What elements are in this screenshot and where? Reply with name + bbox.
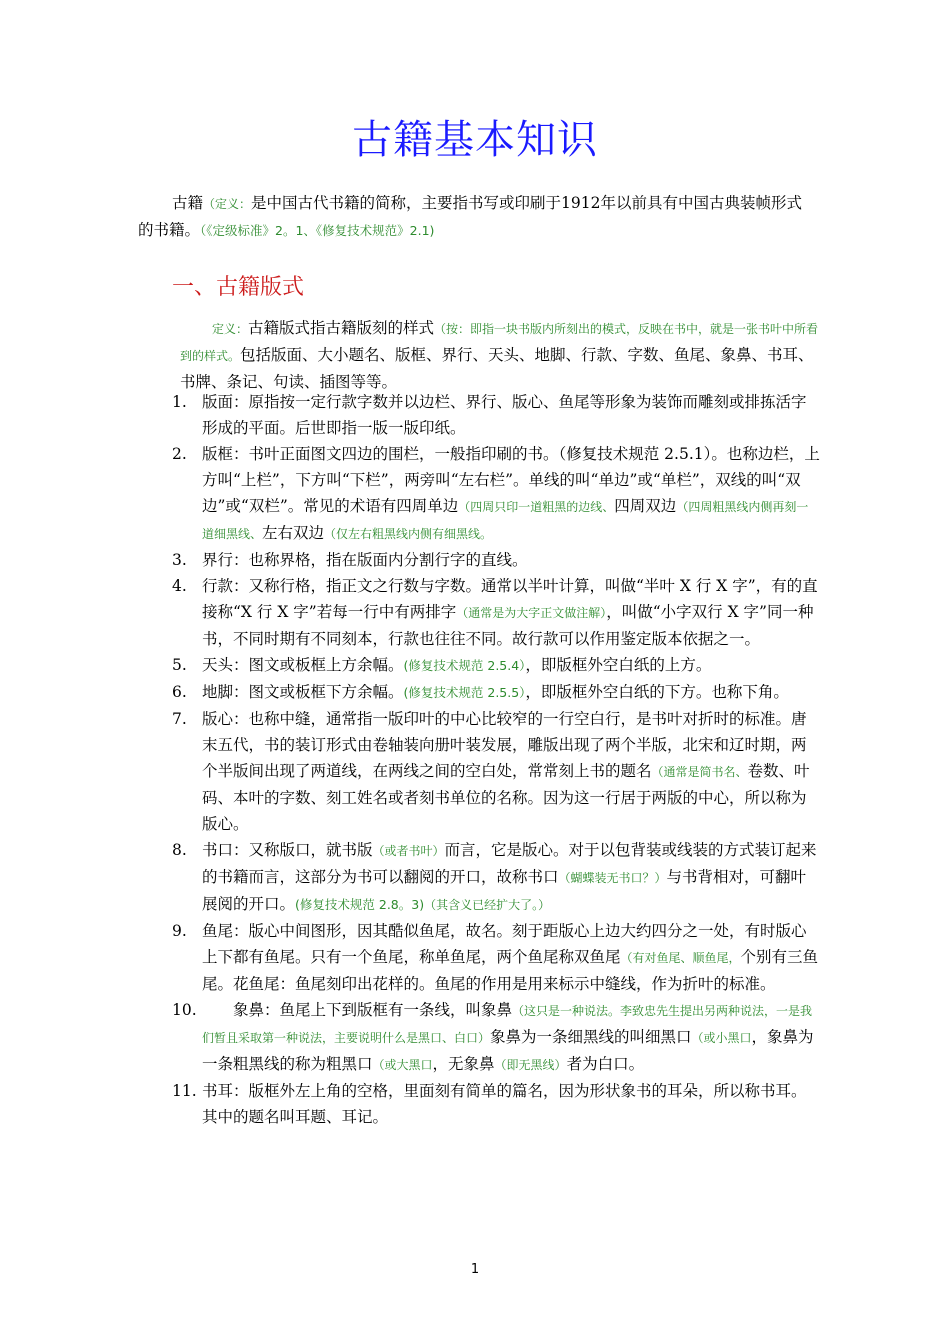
item-note: （这只是一种说法。李致忠先生提出另两种说法，一是我们暂且采取第一种说法，主要说明什么是黑口、白口） xyxy=(202,1004,813,1045)
item-ref: (修复技术规范 2.5.4） xyxy=(403,658,526,673)
item-text: 行款：又称行格，指正文之行数与字数。通常以半叶计算，叫做“半叶 X 行 X 字”，有的直接称“X 行 X 字”若每一行中有两排字 xyxy=(202,577,818,621)
item-text: 而言，它是版心。对于以包背装或线装的方式装订起来的书籍而言，这部分为书可以翻阅的开口，故称书口 xyxy=(202,841,817,886)
item-text: 版面：原指按一定行款字数并以边栏、界行、版心、鱼尾等形象为装饰而雕刻或排拣活字形成的平面。后世即指一版一版印纸。 xyxy=(202,393,807,437)
list-item xyxy=(172,837,820,918)
item-text: 版心：也称中缝，通常指一版印叶的中心比较窄的一行空白行，是书叶对折时的标准。唐末五代，书的装订形式由卷轴装向册叶装发展，雕版出现了两个半版，北宋和辽时期，两个半版间出现了两道线，在两线之间的空白处，常常刻上书的题名 xyxy=(202,710,807,780)
intro-def-label: （定义： xyxy=(203,197,252,211)
item-note: （即无黑线） xyxy=(494,1058,567,1072)
item-text: 版框：书叶正面图文四边的围栏，一般指印刷的书。（修复技术规范 2.5.1）。也称边栏，上方叫“上栏”，下方叫“下栏”，两旁叫“左右栏”。单线的叫“单边”或“单栏”，双线的叫“双边”或“双栏”。常见的术语有四周单边 xyxy=(202,445,820,515)
item-note: （或小黑口 xyxy=(691,1031,752,1045)
item-text: ，叫做“小字双行 X 字”同一种书，不同时期有不同刻本，行款也往往不同。故行款可以作用鉴定版本依据之一。 xyxy=(202,603,814,648)
item-text: 地脚：图文或板框下方余幅。 xyxy=(202,683,404,701)
item-note: （四周粗黑线内侧再刻一道细黑线、 xyxy=(202,500,809,541)
item-text: ，无象鼻 xyxy=(432,1055,495,1073)
item-text: 鱼尾：版心中间图形，因其酷似鱼尾，故名。刻于距版心上边大约四分之一处，有时版心上下都有鱼尾。只有一个鱼尾，称单鱼尾，两个鱼尾称双鱼尾 xyxy=(202,922,807,966)
list-item xyxy=(172,918,820,997)
item-note: （或者书叶） xyxy=(372,844,445,858)
item-text: 与书背相对，可翻叶展阅的开口。 xyxy=(202,868,807,913)
list-item xyxy=(172,441,820,547)
item-number: 2. xyxy=(172,445,187,463)
definition-text: 古籍版式指古籍版刻的样式 xyxy=(248,319,435,337)
intro-paragraph xyxy=(138,190,810,244)
item-number: 6. xyxy=(172,683,187,701)
item-text: 者为白口。 xyxy=(566,1055,645,1073)
section-definition xyxy=(180,315,824,395)
list-item xyxy=(172,389,820,441)
item-note: （仅左右粗黑线内侧有细黑线。 xyxy=(324,527,493,541)
list-item xyxy=(172,652,820,679)
item-note: （通常是简书名、 xyxy=(651,765,748,779)
definition-tail: 包括版面、大小题名、版框、界行、天头、地脚、行款、字数、鱼尾、象鼻、书耳、书牌、条记、句读、插图等等。 xyxy=(180,346,814,391)
intro-term: 古籍 xyxy=(172,194,204,212)
item-text: ，即版框外空白纸的上方。 xyxy=(525,656,712,674)
item-text: ，象鼻为一条粗黑线的称为粗黑口 xyxy=(202,1028,814,1073)
item-number: 7. xyxy=(172,710,187,728)
definition-label: 定义： xyxy=(212,322,249,336)
item-note: （通常是为大字正文做注解） xyxy=(456,606,607,620)
list-item xyxy=(172,547,820,573)
item-ref: (修复技术规范 2.5.5） xyxy=(403,685,526,700)
item-text: 左右双边 xyxy=(262,524,325,542)
intro-ref: （《定级标准》2。1、《修复技术规范》2.1) xyxy=(200,223,435,238)
item-text: 天头：图文或板框上方余幅。 xyxy=(202,656,404,674)
item-note: （四周只印一道粗黑的边线、 xyxy=(458,500,615,514)
item-number: 8. xyxy=(172,841,187,859)
item-number: 1. xyxy=(172,393,187,411)
item-text: 书口：又称版口，就书版 xyxy=(202,841,373,859)
item-number: 11. xyxy=(172,1082,197,1100)
list-item xyxy=(172,997,820,1078)
page-title: 古籍基本知识 xyxy=(352,117,598,163)
item-text: 书耳：版框外左上角的空格，里面刻有简单的篇名，因为形状象书的耳朵，所以称书耳。其中的题名叫耳题、耳记。 xyxy=(202,1082,807,1126)
item-text: 四周双边 xyxy=(614,497,677,515)
section-heading: 一、古籍版式 xyxy=(172,275,305,300)
item-note: （其含义已经扩大了。） xyxy=(424,898,551,912)
item-text: ，即版框外空白纸的下方。也称下角。 xyxy=(525,683,789,701)
list-item xyxy=(172,573,820,652)
list-item xyxy=(172,1078,820,1130)
item-ref: (修复技术规范 2.8。3) xyxy=(295,897,425,912)
item-text: 象鼻为一条细黑线的叫细黑口 xyxy=(490,1028,692,1046)
item-number: 5. xyxy=(172,656,187,674)
item-number: 4. xyxy=(172,577,187,595)
item-note: （蝴蝶装无书口？） xyxy=(558,871,667,885)
item-note: （有对鱼尾、顺鱼尾， xyxy=(620,951,741,965)
item-number: 9. xyxy=(172,922,187,940)
intro-text: 是中国古代书籍的简称，主要指书写或印刷于1912年以前具有中国古典装帧形式的书籍。 xyxy=(138,194,802,239)
page-number: 1 xyxy=(470,1262,480,1277)
item-text: 个别有三鱼尾。花鱼尾：鱼尾刻印出花样的。鱼尾的作用是用来标示中缝线，作为折叶的标准。 xyxy=(202,948,819,993)
list-item xyxy=(172,679,820,706)
item-text: 界行：也称界格，指在版面内分割行字的直线。 xyxy=(202,551,528,569)
list-item xyxy=(172,706,820,837)
definition-note: （按：即指一块书版内所刻出的模式，反映在书中，就是一张书叶中所看到的样式。 xyxy=(180,322,819,363)
item-text: 卷数、叶码、本叶的字数、刻工姓名或者刻书单位的名称。因为这一行居于两版的中心，所以称为版心。 xyxy=(202,762,810,833)
item-number: 10. xyxy=(172,1001,197,1019)
format-item-list xyxy=(172,389,820,1130)
item-text: 象鼻：鱼尾上下到版框有一条线，叫象鼻 xyxy=(202,1001,513,1019)
item-note: （或大黑口 xyxy=(372,1058,433,1072)
item-number: 3. xyxy=(172,551,187,569)
